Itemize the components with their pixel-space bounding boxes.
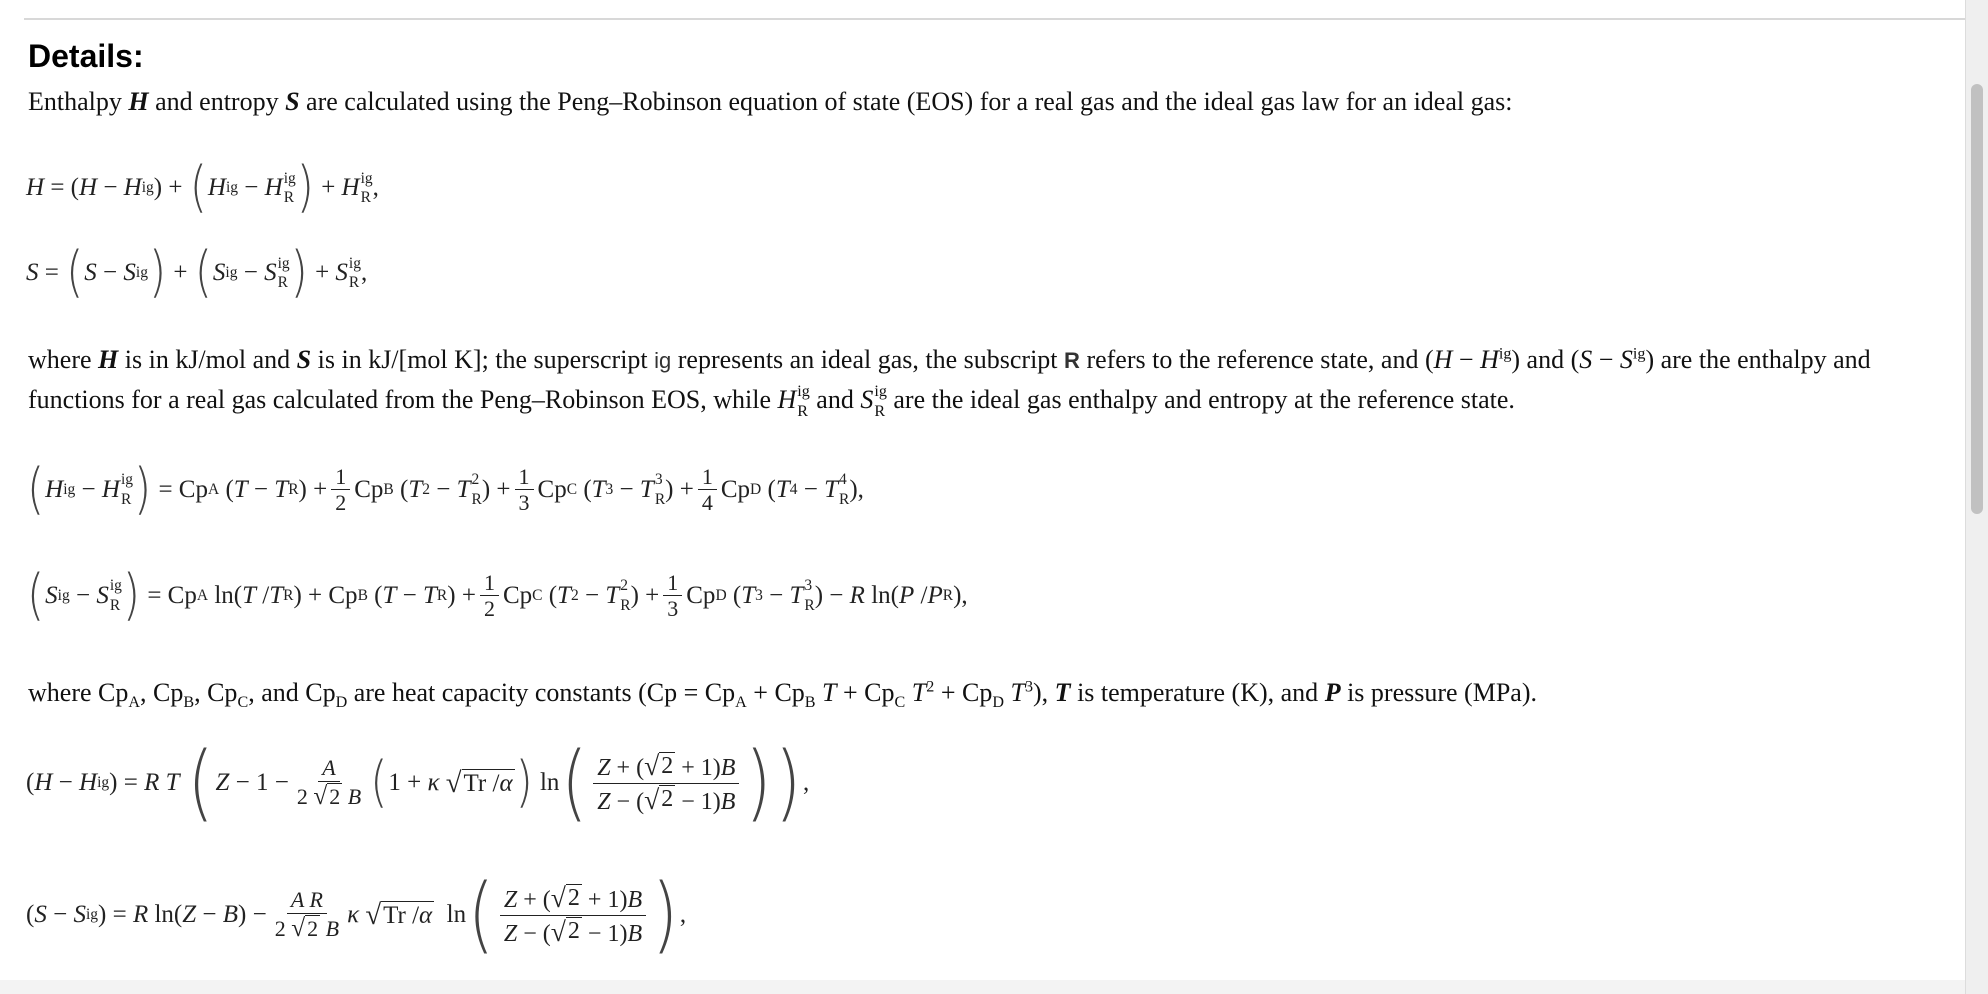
intro-paragraph: Enthalpy H and entropy S are calculated using the Peng–Robinson equation of state (EOS) for a real gas and the ideal gas law for an ideal gas:: [28, 87, 1513, 116]
equation-ideal-entropy: ( S ig − S ig R ) = Cp A ln( T / T R ) + Cp B ( T − T R ) + $\frac{1}{2}$ Cp C ( T 2 − T 2 R ) + $\frac{1}{3}$ Cp D ( T 3 − T 3 R ) − R ln( P / P R ),: [27, 563, 968, 628]
equation-entropy-departure: ( S − S ig ) = R ln( Z − B ) − A R 2 √ 2 B κ √ Tr /α ln ( Z + ( √ 2 + 1)B Z − ( √ 2 − 1)B ) ,: [26, 866, 687, 963]
bottom-edge-shade: [0, 980, 1966, 994]
definitions-paragraph-line1: where H is in kJ/mol and S is in kJ/[mol K]; the superscript ig represents an ideal gas, the subscript R refers to the reference state, and $(H - H^{ig})$ and $(S - S^{ig})$ are the enthalpy and: [28, 345, 1871, 374]
equation-entropy-total: S = ( S − S ig ) + ( S ig − S ig R ) + S ig R ,: [26, 240, 368, 305]
scrollbar-thumb[interactable]: [1971, 84, 1983, 514]
vertical-scrollbar[interactable]: [1965, 0, 1988, 994]
definitions-paragraph-line2: functions for a real gas calculated from the Peng–Robinson EOS, while H ig R and S ig R are the ideal gas enthalpy and entropy at the reference state.: [28, 382, 1515, 421]
equation-enthalpy-total: H = ( H − H ig ) + ( H ig − H ig R ) + H ig R ,: [26, 155, 379, 220]
equation-enthalpy-departure: ( H − H ig ) = R T ( Z − 1 − A 2 √ 2 B ( 1 + κ √ Tr /α ) ln ( Z + ( √ 2 + 1)B Z − ( √ 2 − 1)B ) ) ,: [26, 734, 810, 831]
heat-capacity-paragraph: where $Cp_A$, $Cp_B$, $Cp_C$, and $Cp_D$ are heat capacity constants ($Cp = Cp_A + Cp_B$ $T + Cp_C$ $T^2 + Cp_D$ $T^3$), T is temperature (K), and P is pressure (MPa).: [28, 678, 1537, 712]
top-divider: [24, 18, 1972, 20]
section-heading: Details:: [28, 38, 144, 74]
equation-ideal-enthalpy: ( H ig − H ig R ) = Cp A ( T − T R ) + $\frac{1}{2}$ Cp B ( T 2 − T 2 R ) + $\frac{1}{3}$ Cp C ( T 3 − T 3 R ) + $\frac{1}{4}$ Cp D ( T 4 − T 4 R ),: [27, 457, 864, 522]
